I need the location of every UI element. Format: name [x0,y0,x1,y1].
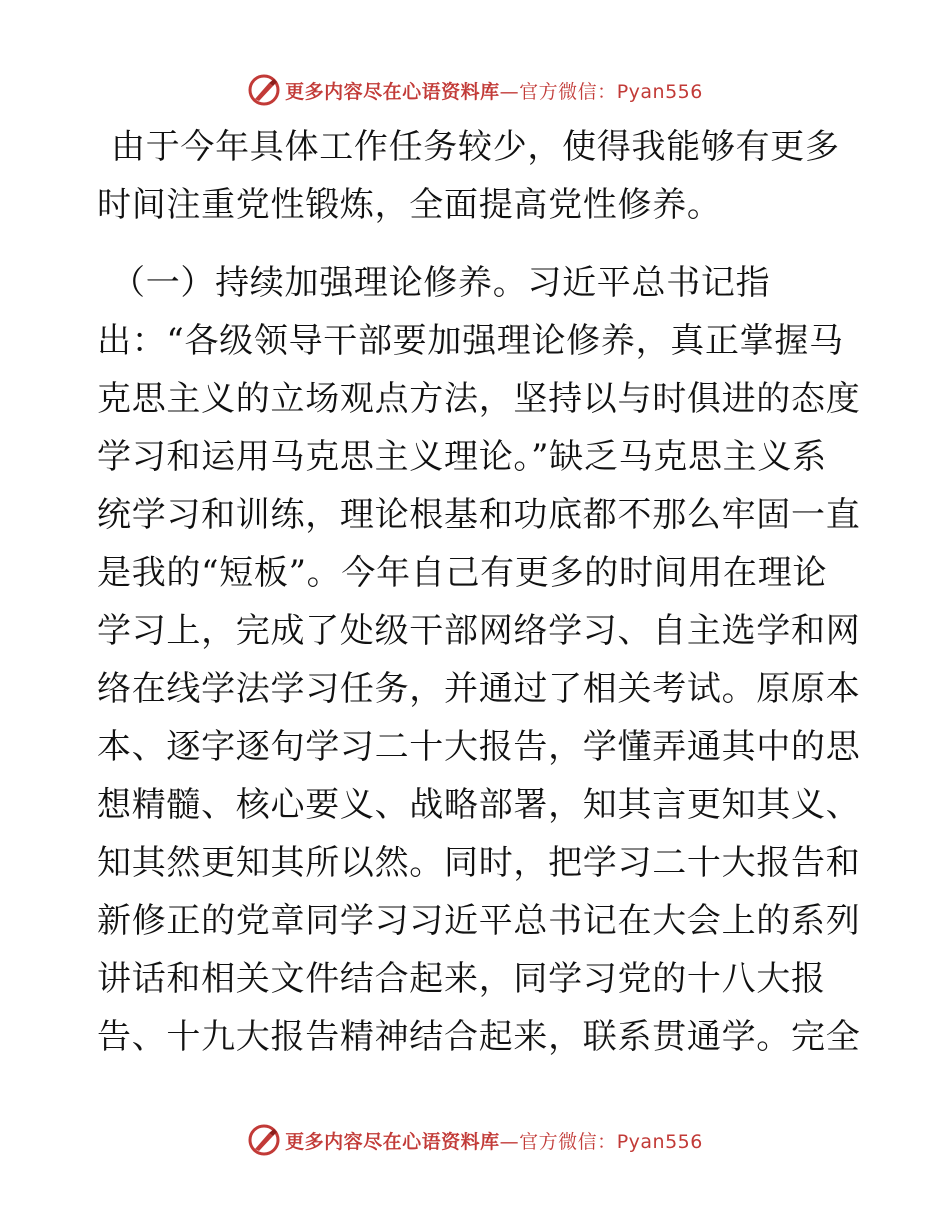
text-line: 学习和运用马克思主义理论。”缺乏马克思主义系 [97,437,827,477]
watermark-text [285,77,703,104]
text-line: 新修正的党章同学习习近平总书记在大会上的系列 [97,901,861,941]
watermark-dash: — [499,1130,520,1153]
watermark-wechat-id: Pyan556 [616,80,703,103]
paragraph-gap [97,234,857,254]
watermark-text [285,1127,703,1154]
text-line: 讲话和相关文件结合起来，同学习党的十八大报 [97,959,826,999]
text-line: （一）持续加强理论修养。习近平总书记指 [111,263,771,303]
watermark-site: 更多内容尽在心语资料库 [285,80,500,103]
watermark-wechat-label: 官方微信： [519,80,617,103]
pen-logo-icon [247,1123,281,1157]
header-watermark [0,70,950,110]
pen-logo-icon [247,73,281,107]
text-line: 由于今年具体工作任务较少，使得我能够有更多 [111,127,840,167]
text-line: 时间注重党性锻炼，全面提高党性修养。 [97,185,722,225]
text-line: 出：“各级领导干部要加强理论修养，真正掌握马 [97,321,844,361]
watermark-wechat-label: 官方微信： [519,1130,617,1153]
text-line: 知其然更知其所以然。同时，把学习二十大报告和 [97,843,861,883]
footer-watermark [0,1120,950,1160]
text-line: 克思主义的立场观点方法，坚持以与时俱进的态度 [97,379,861,419]
text-line: 想精髓、核心要义、战略部署，知其言更知其义、 [97,785,861,825]
watermark-wechat-id: Pyan556 [616,1130,703,1153]
text-line: 告、十九大报告精神结合起来，联系贯通学。完全 [97,1017,861,1057]
watermark-site: 更多内容尽在心语资料库 [285,1130,500,1153]
text-line: 是我的“短板”。今年自己有更多的时间用在理论 [97,553,828,593]
text-line: 络在线学法学习任务，并通过了相关考试。原原本 [97,669,861,709]
text-line: 本、逐字逐句学习二十大报告，学懂弄通其中的思 [97,727,861,767]
document-body [97,118,861,1066]
text-line: 学习上，完成了处级干部网络学习、自主选学和网 [97,611,861,651]
watermark-dash: — [499,80,520,103]
text-line: 统学习和训练，理论根基和功底都不那么牢固一直 [97,495,861,535]
